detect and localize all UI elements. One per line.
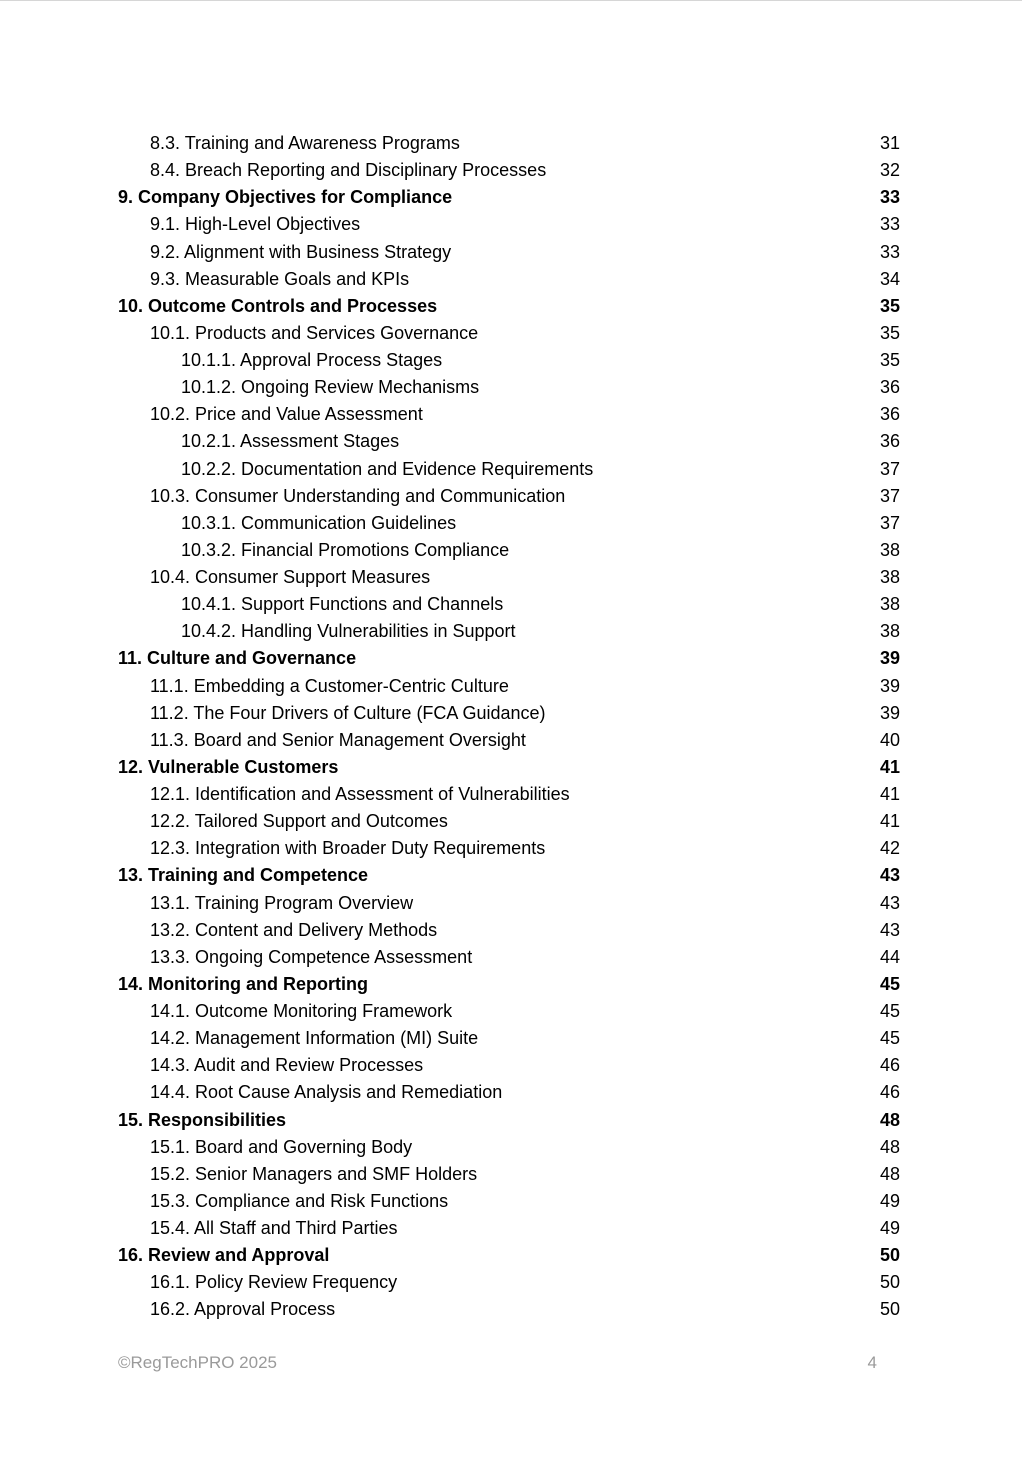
toc-section-entry[interactable] — [118, 184, 900, 211]
toc-subsection-entry[interactable] — [118, 1269, 900, 1296]
toc-section-entry[interactable] — [118, 645, 900, 672]
toc-entry-page-number: 35 — [879, 350, 900, 370]
toc-subsection-entry[interactable] — [118, 1188, 900, 1215]
toc-entry-title: 14. Monitoring and Reporting — [118, 973, 368, 994]
toc-entry-page-number: 45 — [879, 1001, 900, 1021]
toc-subsection-entry[interactable] — [118, 456, 900, 483]
toc-subsection-entry[interactable] — [118, 266, 900, 293]
toc-entry-title: 10.4.2. Handling Vulnerabilities in Support — [181, 621, 516, 642]
toc-entry-title: 10.2.2. Documentation and Evidence Requirements — [181, 458, 594, 479]
toc-entry-title: 10.4.1. Support Functions and Channels — [181, 594, 504, 615]
footer-copyright: ©RegTechPRO 2025 — [118, 1353, 278, 1372]
toc-subsection-entry[interactable] — [118, 239, 900, 266]
toc-subsection-entry[interactable] — [118, 1215, 900, 1242]
top-border-line — [0, 0, 1022, 1]
toc-subsection-entry[interactable] — [118, 1079, 900, 1106]
toc-entry-title: 9.1. High-Level Objectives — [150, 214, 361, 235]
toc-entry-page-number: 33 — [879, 187, 900, 208]
toc-subsection-entry[interactable] — [118, 211, 900, 238]
toc-entry-title: 13.1. Training Program Overview — [150, 892, 414, 913]
toc-entry-title: 13.3. Ongoing Competence Assessment — [150, 946, 473, 967]
toc-entry-page-number: 38 — [879, 539, 900, 560]
toc-entry-title: 10. Outcome Controls and Processes — [118, 295, 438, 316]
toc-entry-title: 10.3. Consumer Understanding and Communication — [150, 485, 566, 506]
toc-entry-page-number: 36 — [879, 404, 900, 425]
toc-section-entry[interactable] — [118, 971, 900, 998]
toc-entry-page-number: 42 — [879, 838, 900, 859]
toc-entry-page-number: 35 — [879, 295, 900, 316]
toc-entry-page-number: 46 — [879, 1055, 900, 1076]
toc-entry-page-number: 50 — [879, 1245, 900, 1266]
toc-entry-title: 8.3. Training and Awareness Programs — [150, 133, 460, 153]
toc-entry-page-number: 43 — [879, 865, 900, 886]
toc-entry-page-number: 41 — [879, 784, 900, 804]
toc-subsection-entry[interactable] — [118, 1052, 900, 1079]
toc-entry-page-number: 39 — [879, 648, 900, 669]
toc-subsection-entry[interactable] — [118, 157, 900, 184]
toc-subsection-entry[interactable] — [118, 673, 900, 700]
toc-entry-page-number: 50 — [879, 1299, 900, 1320]
toc-entry-page-number: 37 — [879, 512, 900, 533]
toc-section-entry[interactable] — [118, 293, 900, 320]
toc-subsection-entry[interactable] — [118, 591, 900, 618]
toc-entry-title: 10.2.1. Assessment Stages — [181, 431, 400, 452]
toc-entry-page-number: 49 — [879, 1218, 900, 1238]
toc-section-entry[interactable] — [118, 1242, 900, 1269]
toc-entry-page-number: 50 — [879, 1272, 900, 1293]
toc-subsection-entry[interactable] — [118, 130, 900, 157]
toc-entry-title: 11.3. Board and Senior Management Oversight — [150, 729, 526, 750]
toc-entry-title: 12.3. Integration with Broader Duty Requirements — [150, 838, 546, 859]
toc-entry-page-number: 48 — [879, 1109, 900, 1130]
toc-entry-title: 10.1.1. Approval Process Stages — [181, 350, 443, 370]
toc-entry-title: 10.2. Price and Value Assessment — [150, 404, 423, 425]
toc-subsection-entry[interactable] — [118, 428, 900, 455]
toc-entry-page-number: 36 — [879, 377, 900, 398]
toc-entry-title: 10.4. Consumer Support Measures — [150, 567, 431, 587]
toc-subsection-entry[interactable] — [118, 401, 900, 428]
toc-subsection-entry[interactable] — [118, 998, 900, 1025]
toc-subsection-entry[interactable] — [118, 1296, 900, 1323]
toc-subsection-entry[interactable] — [118, 374, 900, 401]
toc-entry-page-number: 43 — [879, 919, 900, 940]
toc-entry-title: 15.4. All Staff and Third Parties — [150, 1218, 398, 1238]
toc-subsection-entry[interactable] — [118, 1134, 900, 1161]
toc-subsection-entry[interactable] — [118, 781, 900, 808]
toc-entry-title: 12.1. Identification and Assessment of Vulnerabilities — [150, 784, 570, 804]
toc-entry-page-number: 48 — [879, 1136, 900, 1157]
toc-entry-title: 10.3.2. Financial Promotions Compliance — [181, 539, 510, 560]
toc-subsection-entry[interactable] — [118, 835, 900, 862]
toc-entry-page-number: 41 — [879, 811, 900, 832]
toc-entry-page-number: 33 — [879, 241, 900, 262]
toc-entry-title: 11.2. The Four Drivers of Culture (FCA Guidance) — [150, 702, 546, 723]
toc-subsection-entry[interactable] — [118, 618, 900, 645]
toc-subsection-entry[interactable] — [118, 320, 900, 347]
toc-subsection-entry[interactable] — [118, 944, 900, 971]
toc-entry-page-number: 38 — [879, 594, 900, 615]
toc-entry-title: 15.2. Senior Managers and SMF Holders — [150, 1163, 478, 1184]
toc-entry-page-number: 43 — [879, 892, 900, 913]
toc-section-entry[interactable] — [118, 754, 900, 781]
toc-entry-page-number: 45 — [879, 973, 900, 994]
toc-subsection-entry[interactable] — [118, 808, 900, 835]
toc-entry-page-number: 31 — [879, 133, 900, 153]
toc-entry-title: 14.1. Outcome Monitoring Framework — [150, 1001, 453, 1021]
toc-entry-title: 16.2. Approval Process — [150, 1299, 336, 1320]
toc-subsection-entry[interactable] — [118, 347, 900, 374]
toc-entry-title: 15.1. Board and Governing Body — [150, 1136, 413, 1157]
toc-entry-title: 9. Company Objectives for Compliance — [118, 187, 453, 208]
toc-section-entry[interactable] — [118, 1107, 900, 1134]
toc-section-entry[interactable] — [118, 862, 900, 889]
toc-entry-page-number: 40 — [879, 729, 900, 750]
toc-subsection-entry[interactable] — [118, 510, 900, 537]
toc-entry-page-number: 46 — [879, 1082, 900, 1103]
toc-entry-title: 11. Culture and Governance — [118, 648, 357, 669]
toc-entry-page-number: 35 — [879, 322, 900, 343]
toc-entry-page-number: 37 — [879, 458, 900, 479]
toc-entry-page-number: 45 — [879, 1028, 900, 1049]
toc-entry-title: 9.3. Measurable Goals and KPIs — [150, 268, 410, 289]
toc-entry-title: 15. Responsibilities — [118, 1109, 287, 1130]
toc-entry-title: 8.4. Breach Reporting and Disciplinary Processes — [150, 160, 547, 181]
table-of-contents — [118, 130, 900, 1324]
toc-entry-title: 16. Review and Approval — [118, 1245, 330, 1266]
toc-subsection-entry[interactable] — [118, 1025, 900, 1052]
toc-entry-title: 14.2. Management Information (MI) Suite — [150, 1028, 479, 1049]
toc-subsection-entry[interactable] — [118, 700, 900, 727]
toc-entry-title: 10.3.1. Communication Guidelines — [181, 512, 457, 533]
toc-entry-title: 13.2. Content and Delivery Methods — [150, 919, 438, 940]
toc-subsection-entry[interactable] — [118, 890, 900, 917]
toc-entry-page-number: 44 — [879, 946, 900, 967]
toc-entry-page-number: 48 — [879, 1163, 900, 1184]
toc-entry-title: 11.1. Embedding a Customer-Centric Culture — [150, 675, 509, 696]
toc-subsection-entry[interactable] — [118, 537, 900, 564]
toc-entry-page-number: 49 — [879, 1190, 900, 1211]
toc-entry-title: 14.3. Audit and Review Processes — [150, 1055, 424, 1076]
toc-subsection-entry[interactable] — [118, 483, 900, 510]
toc-entry-page-number: 41 — [879, 756, 900, 777]
toc-entry-title: 12. Vulnerable Customers — [118, 756, 339, 777]
toc-entry-title: 14.4. Root Cause Analysis and Remediation — [150, 1082, 503, 1103]
toc-entry-page-number: 39 — [879, 675, 900, 696]
toc-entry-title: 10.1. Products and Services Governance — [150, 322, 479, 343]
toc-entry-page-number: 33 — [879, 214, 900, 235]
toc-entry-page-number: 32 — [879, 160, 900, 181]
toc-entry-title: 16.1. Policy Review Frequency — [150, 1272, 398, 1293]
toc-entry-title: 15.3. Compliance and Risk Functions — [150, 1190, 449, 1211]
toc-entry-page-number: 34 — [879, 268, 900, 289]
toc-entry-title: 13. Training and Competence — [118, 865, 369, 886]
toc-subsection-entry[interactable] — [118, 917, 900, 944]
toc-entry-page-number: 36 — [879, 431, 900, 452]
toc-entry-title: 9.2. Alignment with Business Strategy — [150, 241, 452, 262]
toc-subsection-entry[interactable] — [118, 727, 900, 754]
toc-entry-page-number: 38 — [879, 621, 900, 642]
toc-entry-title: 12.2. Tailored Support and Outcomes — [150, 811, 448, 832]
toc-entry-page-number: 38 — [879, 567, 900, 587]
footer-page-number: 4 — [867, 1353, 877, 1372]
toc-subsection-entry[interactable] — [118, 564, 900, 591]
toc-entry-page-number: 39 — [879, 702, 900, 723]
toc-subsection-entry[interactable] — [118, 1161, 900, 1188]
toc-entry-title: 10.1.2. Ongoing Review Mechanisms — [181, 377, 480, 398]
toc-entry-page-number: 37 — [879, 485, 900, 506]
